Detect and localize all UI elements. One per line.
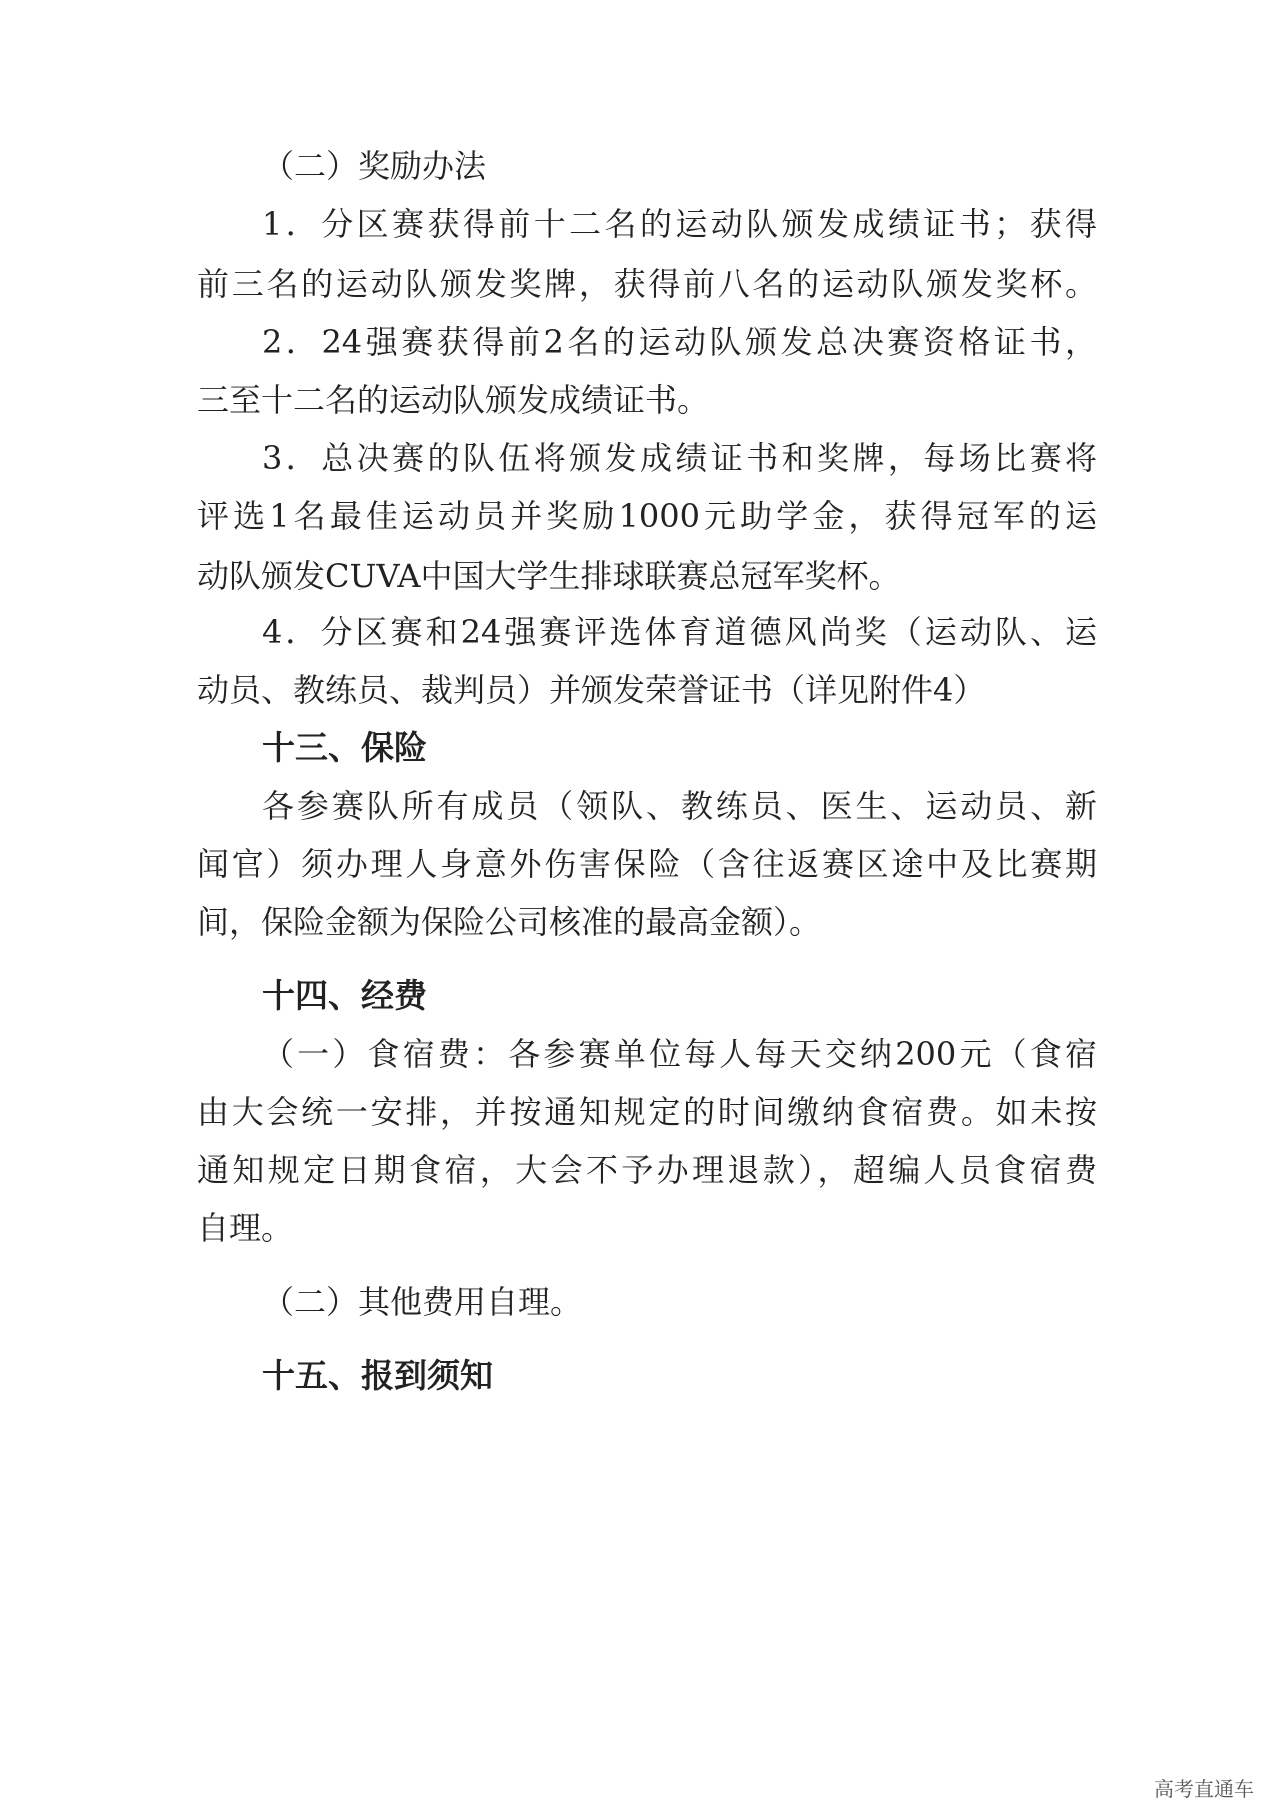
reward-item-3-line-3: 动队颁发CUVA中国大学生排球联赛总冠军奖杯。 [197, 557, 901, 595]
reward-item-3-line-1: 3．总决赛的队伍将颁发成绩证书和奖牌，每场比赛将 [262, 439, 1097, 477]
insurance-line-3: 间，保险金额为保险公司核准的最高金额）。 [197, 903, 822, 941]
fee-1-line-2: 由大会统一安排，并按通知规定的时间缴纳食宿费。如未按 [197, 1093, 1097, 1131]
section-13-heading: 十三、保险 [262, 728, 427, 767]
reward-item-4-line-1: 4．分区赛和24强赛评选体育道德风尚奖（运动队、运 [262, 613, 1097, 651]
reward-item-2-line-1: 2．24强赛获得前2名的运动队颁发总决赛资格证书， [262, 323, 1097, 361]
watermark-label: 高考直通车 [1148, 1771, 1260, 1804]
fee-1-line-3: 通知规定日期食宿，大会不予办理退款），超编人员食宿费 [197, 1151, 1097, 1189]
reward-item-1-line-2: 前三名的运动队颁发奖牌，获得前八名的运动队颁发奖杯。 [197, 265, 1097, 303]
reward-item-1-line-1: 1．分区赛获得前十二名的运动队颁发成绩证书；获得 [262, 205, 1097, 243]
insurance-line-1: 各参赛队所有成员（领队、教练员、医生、运动员、新 [262, 787, 1097, 825]
section-14-heading: 十四、经费 [262, 976, 427, 1015]
fee-1-line-4: 自理。 [197, 1209, 294, 1247]
reward-item-2-line-2: 三至十二名的运动队颁发成绩证书。 [197, 381, 710, 419]
fee-2-line-1: （二）其他费用自理。 [262, 1283, 583, 1321]
section-15-heading: 十五、报到须知 [262, 1356, 493, 1395]
fee-1-line-1: （一）食宿费：各参赛单位每人每天交纳200元（食宿 [262, 1035, 1097, 1073]
reward-item-4-line-2: 动员、教练员、裁判员）并颁发荣誉证书（详见附件4） [197, 671, 986, 709]
reward-item-3-line-2: 评选1名最佳运动员并奖励1000元助学金，获得冠军的运 [197, 497, 1097, 535]
insurance-line-2: 闻官）须办理人身意外伤害保险（含往返赛区途中及比赛期 [197, 845, 1097, 883]
subsection-title-rewards: （二）奖励办法 [262, 147, 487, 185]
